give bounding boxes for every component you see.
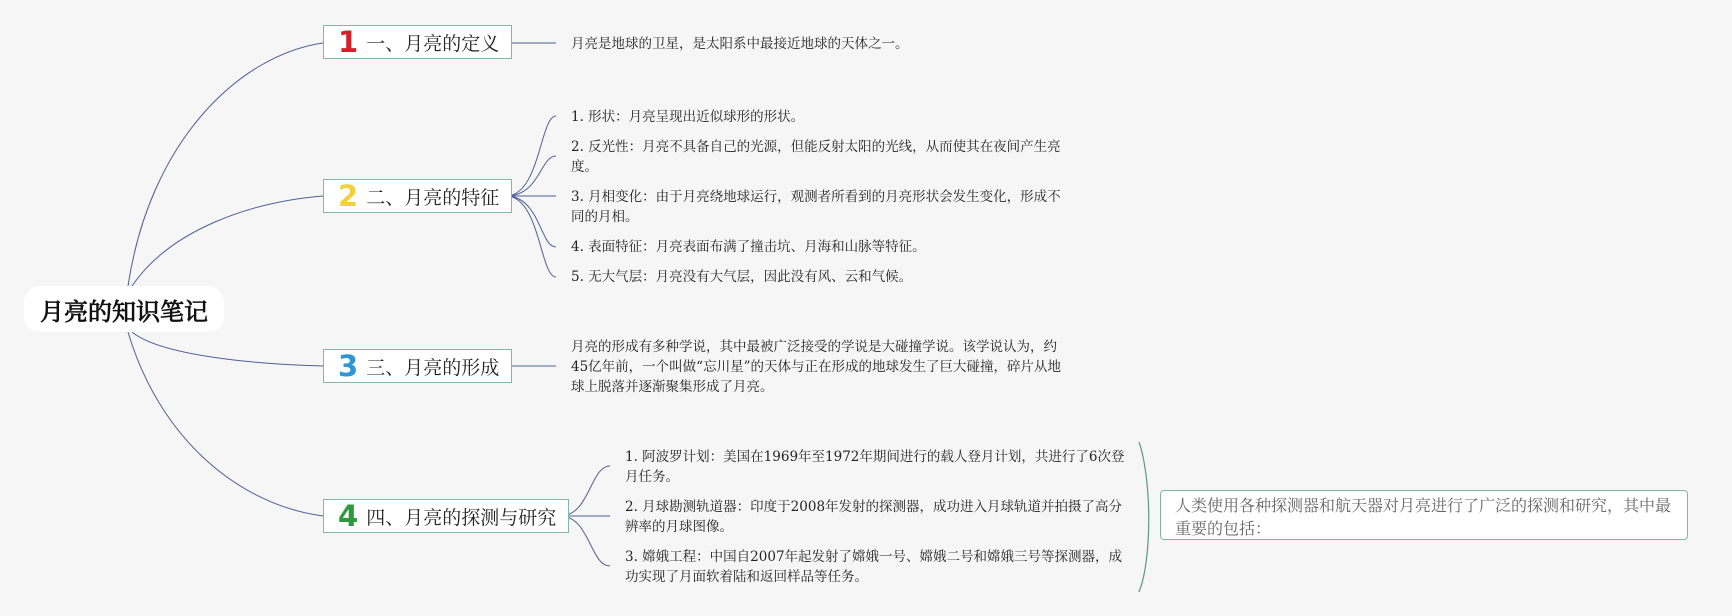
link-root-topic-1 [128, 43, 323, 286]
detail-feature-phases: 3. 月相变化：由于月亮绕地球运行，观测者所看到的月亮形状会发生变化，形成不同的月相。 [571, 189, 1061, 225]
topic-label: 一、月亮的定义 [366, 32, 500, 55]
detail-feature-reflectivity: 2. 反光性：月亮不具备自己的光源，但能反射太阳的光线，从而使其在夜间产生亮度。 [571, 139, 1061, 175]
topic-label: 二、月亮的特征 [366, 186, 500, 209]
summary-text: 人类使用各种探测器和航天器对月亮进行了广泛的探测和研究，其中最重要的包括： [1175, 496, 1672, 538]
link-root-topic-2 [132, 196, 323, 286]
summary-box[interactable] [1160, 490, 1688, 540]
topic-number-2: 2 [338, 178, 359, 213]
topic-label: 四、月亮的探测与研究 [366, 506, 557, 529]
link-root-topic-4 [128, 332, 323, 516]
topic-label: 三、月亮的形成 [366, 356, 500, 379]
topic-features[interactable] [323, 179, 512, 213]
topic-number-3: 3 [338, 348, 359, 383]
detail-feature-surface: 4. 表面特征：月亮表面布满了撞击坑、月海和山脉等特征。 [571, 239, 926, 255]
detail-lunar-orbiter: 2. 月球勘测轨道器：印度于2008年发射的探测器，成功进入月球轨道并拍摄了高分辨率的月球图像。 [625, 499, 1123, 535]
summary-bracket [1139, 442, 1149, 592]
root-title: 月亮的知识笔记 [40, 297, 208, 326]
topic-number-4: 4 [338, 498, 359, 533]
detail-feature-atmosphere: 5. 无大气层：月亮没有大气层，因此没有风、云和气候。 [571, 269, 913, 285]
link-topic-2-detail-2 [506, 156, 556, 196]
topic-formation[interactable] [323, 349, 512, 383]
topic-definition[interactable] [323, 25, 512, 59]
detail-formation: 月亮的形成有多种学说，其中最被广泛接受的学说是大碰撞学说。该学说认为，约45亿年前，一个叫做“忘川星”的天体与正在形成的地球发生了巨大碰撞，碎片从地球上脱落并逐渐聚集形成了月亮。 [571, 339, 1061, 395]
topic-exploration[interactable] [323, 499, 569, 533]
link-root-topic-3 [132, 332, 323, 366]
detail-definition: 月亮是地球的卫星，是太阳系中最接近地球的天体之一。 [571, 36, 909, 52]
link-topic-2-detail-1 [506, 116, 556, 196]
detail-apollo: 1. 阿波罗计划：美国在1969年至1972年期间进行的载人登月计划，共进行了6次登月任务。 [625, 449, 1125, 485]
detail-feature-shape: 1. 形状：月亮呈现出近似球形的形状。 [571, 109, 805, 125]
topic-number-1: 1 [338, 24, 359, 59]
link-topic-2-detail-5 [506, 196, 556, 277]
detail-change-program: 3. 嫦娥工程：中国自2007年起发射了嫦娥一号、嫦娥二号和嫦娥三号等探测器，成功实现了月面软着陆和返回样品等任务。 [625, 549, 1123, 585]
link-topic-2-detail-4 [506, 196, 556, 247]
root-topic[interactable] [24, 286, 224, 332]
